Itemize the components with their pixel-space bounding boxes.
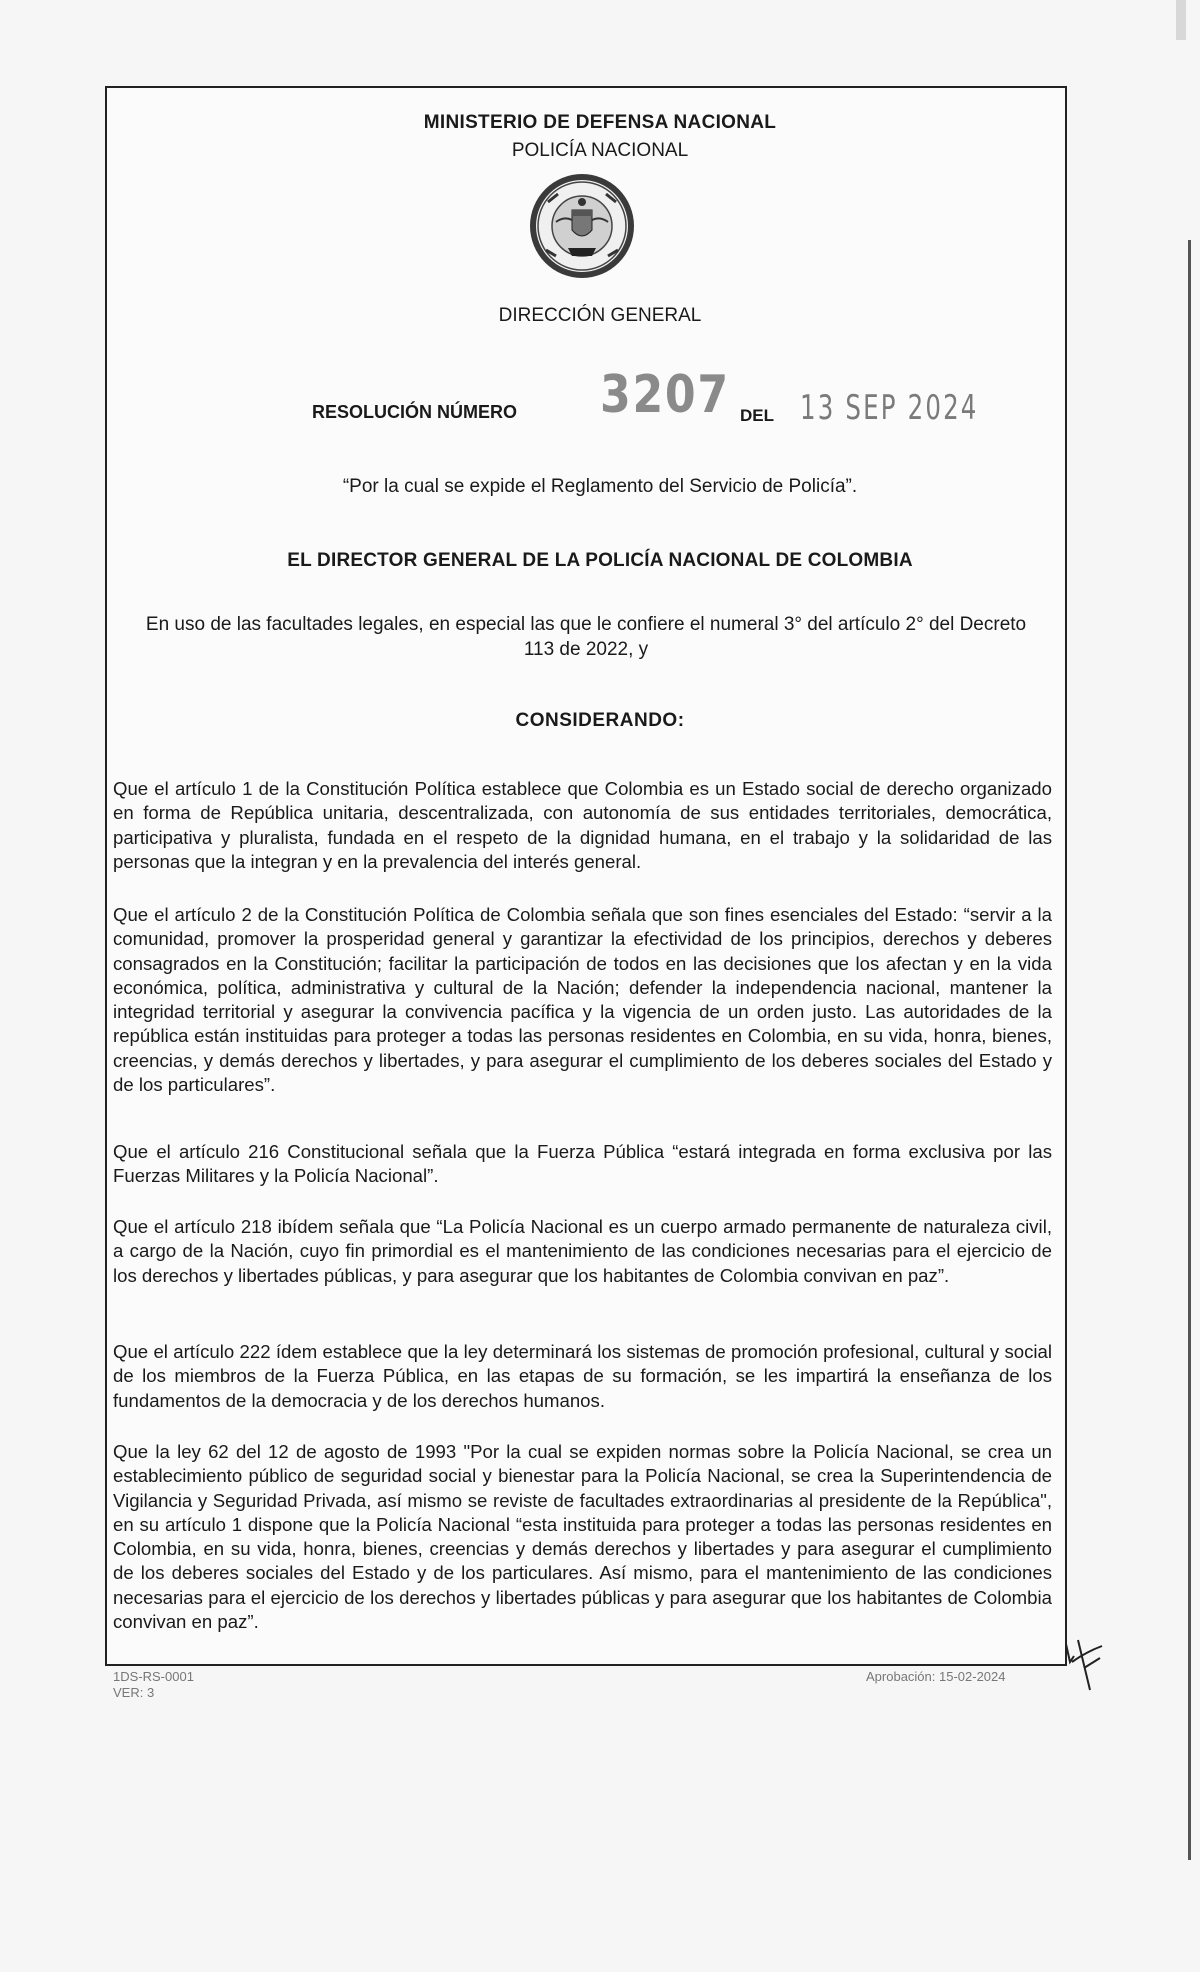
resolution-label: RESOLUCIÓN NÚMERO — [312, 402, 518, 422]
paragraph-article-218: Que el artículo 218 ibídem señala que “La Policía Nacional es un cuerpo armado permanente de naturaleza civil, a cargo de la Nación, cuyo fin primordial es el mantenimiento de las condiciones necesarias para el ejercicio de los derechos y libertades públicas, y para asegurar que los habitantes de Colombia convivan en paz”. — [113, 1216, 1052, 1286]
resolution-date-stamp: 13 SEP 2024 — [800, 388, 979, 428]
document-version: VER: 3 — [113, 1685, 155, 1700]
legal-powers-statement: En uso de las facultades legales, en especial las que le confiere el numeral 3° del artículo 2° del Decreto 113 de 2022, y — [145, 614, 1027, 660]
paragraph-article-222: Que el artículo 222 ídem establece que la ley determinará los sistemas de promoción profesional, cultural y social de los miembros de la Fuerza Pública, en las etapas de su formación, se les impartirá la enseñanza de los fundamentos de la democracia y de los derechos humanos. — [113, 1341, 1052, 1411]
direction-heading: DIRECCIÓN GENERAL — [498, 305, 702, 326]
considering-heading: CONSIDERANDO: — [515, 710, 685, 731]
resolution-subtitle: “Por la cual se expide el Reglamento del Servicio de Policía”. — [342, 476, 858, 497]
ministry-heading: MINISTERIO DE DEFENSA NACIONAL — [423, 112, 777, 133]
paragraph-article-1: Que el artículo 1 de la Constitución Política establece que Colombia es un Estado social de derecho organizado en forma de República unitaria, descentralizada, con autonomía de sus entidades territoriales, democrática, participativa y pluralista, fundada en el respeto de la dignidad humana, en el trabajo y la solidaridad de las personas que la integran y en la prevalencia del interés general. — [113, 778, 1052, 872]
document-code: 1DS-RS-0001 — [113, 1669, 194, 1684]
date-prefix-label: DEL — [740, 406, 774, 425]
document-code-block — [113, 1669, 194, 1701]
paragraph-article-2: Que el artículo 2 de la Constitución Política de Colombia señala que son fines esenciales del Estado: “servir a la comunidad, promover la prosperidad general y garantizar la efectividad de los principios, derechos y deberes consagrados en la Constitución; facilitar la participación de todos en las decisiones que los afectan y en la vida económica, política, administrativa y cultural de la Nación; defender la independencia nacional, mantener la integridad territorial y asegurar la convivencia pacífica y la vigencia de un orden justo. Las autoridades de la república están instituidas para proteger a todas las personas residentes en Colombia, en su vida, honra, bienes, creencias, y demás derechos y libertades, y para asegurar el cumplimiento de los deberes sociales del Estado y de los particulares”. — [113, 904, 1052, 1096]
police-heading: POLICÍA NACIONAL — [511, 140, 689, 161]
resolution-number: 3207 — [600, 365, 730, 425]
director-title: EL DIRECTOR GENERAL DE LA POLICÍA NACIONAL DE COLOMBIA — [287, 550, 913, 571]
handwritten-initials-icon — [1060, 1632, 1108, 1694]
police-seal-icon — [528, 172, 636, 280]
scan-artifact — [1176, 0, 1186, 40]
paragraph-law-62: Que la ley 62 del 12 de agosto de 1993 "Por la cual se expiden normas sobre la Policía Nacional, se crea un establecimiento público de seguridad social y bienestar para la Policía Nacional, se crea la Superintendencia de Vigilancia y Seguridad Privada, así mismo se reviste de facultades extraordinarias al presidente de la República", en su artículo 1 dispone que la Policía Nacional “esta instituida para proteger a todas las personas residentes en Colombia, en su vida, honra, bienes, creencias y demás derechos y libertades y para asegurar el cumplimiento de los deberes sociales del Estado y de los particulares. Así mismo, para el mantenimiento de las condiciones necesarias para el ejercicio de los derechos y libertades públicas y para asegurar que los habitantes de Colombia convivan en paz”. — [113, 1441, 1052, 1633]
paragraph-article-216: Que el artículo 216 Constitucional señala que la Fuerza Pública “estará integrada en forma exclusiva por las Fuerzas Militares y la Policía Nacional”. — [113, 1141, 1052, 1187]
approval-date: Aprobación: 15-02-2024 — [866, 1669, 1006, 1684]
